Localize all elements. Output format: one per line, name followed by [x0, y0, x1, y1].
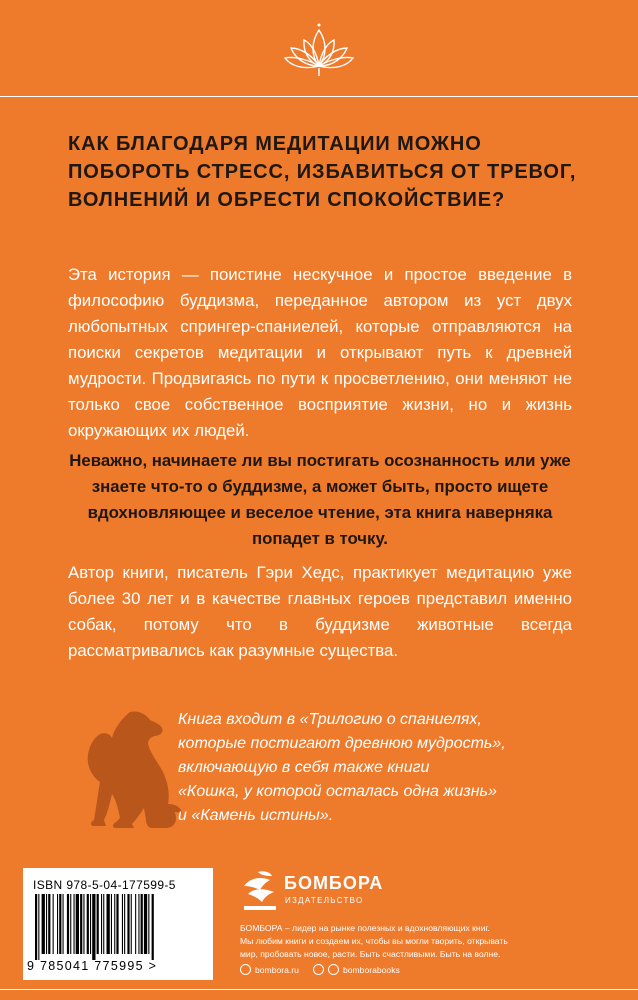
barcode-bar — [42, 894, 45, 954]
barcode-bar — [80, 894, 82, 954]
author-paragraph: Автор книги, писатель Гэри Хедс, практикует медитацию уже более 30 лет и в качестве главных героев представил именно собак, потому что в буддизме животные всегда рассматривались как разумные существа. — [68, 563, 572, 660]
barcode-bar — [116, 894, 118, 954]
barcode-bar — [144, 894, 147, 954]
publisher-name: БОМБОРА — [284, 873, 384, 893]
trilogy-note — [178, 708, 578, 828]
barcode-bar — [70, 894, 71, 954]
barcode-bar — [87, 894, 89, 954]
barcode-bar — [38, 894, 39, 960]
barcode-bar — [83, 894, 84, 954]
publisher-description — [240, 922, 620, 961]
bottom-divider — [0, 989, 638, 990]
barcode-bar — [107, 894, 110, 954]
barcode-bar — [111, 894, 112, 954]
trilogy-line-1: Книга входит в «Трилогию о спаниелях, — [178, 711, 482, 728]
barcode-box — [23, 868, 213, 980]
barcode-bar — [74, 894, 75, 954]
bombora-logo-icon — [240, 868, 280, 912]
top-divider — [0, 96, 638, 97]
barcode-bar — [124, 894, 125, 954]
publisher-text-line-3: мир, пробовать новое, расти. Быть счастливыми. Быть на волне. — [240, 949, 501, 959]
barcode-bar — [90, 894, 91, 954]
barcode-bar — [76, 894, 79, 954]
barcode-bar — [92, 894, 95, 960]
trilogy-line-4: «Кошка, у которой осталась одна жизнь» — [178, 783, 497, 800]
barcode-bar — [148, 894, 149, 954]
instagram-icon — [240, 964, 251, 975]
barcode-bar — [138, 894, 139, 954]
description-paragraph: Эта история — поистине нескучное и простое введение в философию буддизма, переданное автором из уст двух любопытных спрингер-спаниелей, которые отправляются на поиски секретов медитации и открывают путь к древней мудрости. Продвигаясь по пути к просветлению, они меняют не только свое собственное восприятие жизни, но и жизнь окружающих их людей. — [68, 265, 572, 440]
barcode-bar — [131, 894, 132, 954]
barcode-bar — [35, 894, 37, 960]
barcode-bar — [67, 894, 69, 954]
barcode-bar — [103, 894, 104, 954]
trilogy-line-3: включающую в себя также книги — [178, 759, 430, 776]
headline-line-1: КАК БЛАГОДАРЯ МЕДИТАЦИИ МОЖНО — [68, 133, 482, 155]
headline-line-2: ПОБОРОТЬ СТРЕСС, ИЗБАВИТЬСЯ ОТ ТРЕВОГ, — [68, 161, 577, 183]
barcode-bar — [59, 894, 61, 954]
barcode-digits: 9 785041 775995 > — [27, 959, 158, 973]
barcode-bar — [97, 894, 99, 954]
publisher-text-line-2: Мы любим книги и создаем их, чтобы вы могли творить, открывать — [240, 936, 508, 946]
social-label: bomborabooks — [342, 964, 400, 975]
trilogy-line-5: и «Камень истины». — [178, 807, 334, 824]
barcode-bar — [114, 894, 115, 954]
site-label: bombora.ru — [255, 964, 299, 975]
publisher-text-line-1: БОМБОРА – лидер на рынке полезных и вдохновляющих книг. — [240, 923, 490, 933]
barcode-bar — [48, 894, 50, 954]
trilogy-line-2: которые постигают древнюю мудрость», — [178, 735, 506, 752]
dog-silhouette — [72, 708, 184, 834]
site-link[interactable] — [240, 964, 299, 975]
vk-icon — [313, 964, 324, 975]
publisher-subtitle: ИЗДАТЕЛЬСТВО — [285, 896, 364, 905]
social-links — [240, 964, 400, 975]
headline — [68, 130, 588, 214]
barcode-bar — [46, 894, 47, 954]
barcode — [35, 894, 203, 960]
barcode-bar — [53, 894, 54, 954]
barcode-bar — [57, 894, 58, 954]
isbn-label: ISBN 978-5-04-177599-5 — [33, 878, 176, 892]
barcode-bar — [101, 894, 102, 954]
social-link[interactable] — [313, 964, 400, 975]
barcode-bar — [141, 894, 143, 954]
barcode-bar — [152, 894, 154, 960]
barcode-bar — [135, 894, 136, 954]
barcode-bar — [127, 894, 129, 954]
telegram-icon — [328, 964, 339, 975]
highlight-paragraph: Неважно, начинаете ли вы постигать осознанность или уже знаете что-то о буддизме, а может быть, просто ищете вдохновляющее и веселое чтение, эта книга наверняка попадет в точку. — [69, 451, 571, 548]
barcode-bar — [122, 894, 123, 954]
headline-line-3: ВОЛНЕНИЙ И ОБРЕСТИ СПОКОЙСТВИЕ? — [68, 189, 506, 211]
lotus-icon — [277, 22, 361, 80]
barcode-bar — [63, 894, 64, 954]
